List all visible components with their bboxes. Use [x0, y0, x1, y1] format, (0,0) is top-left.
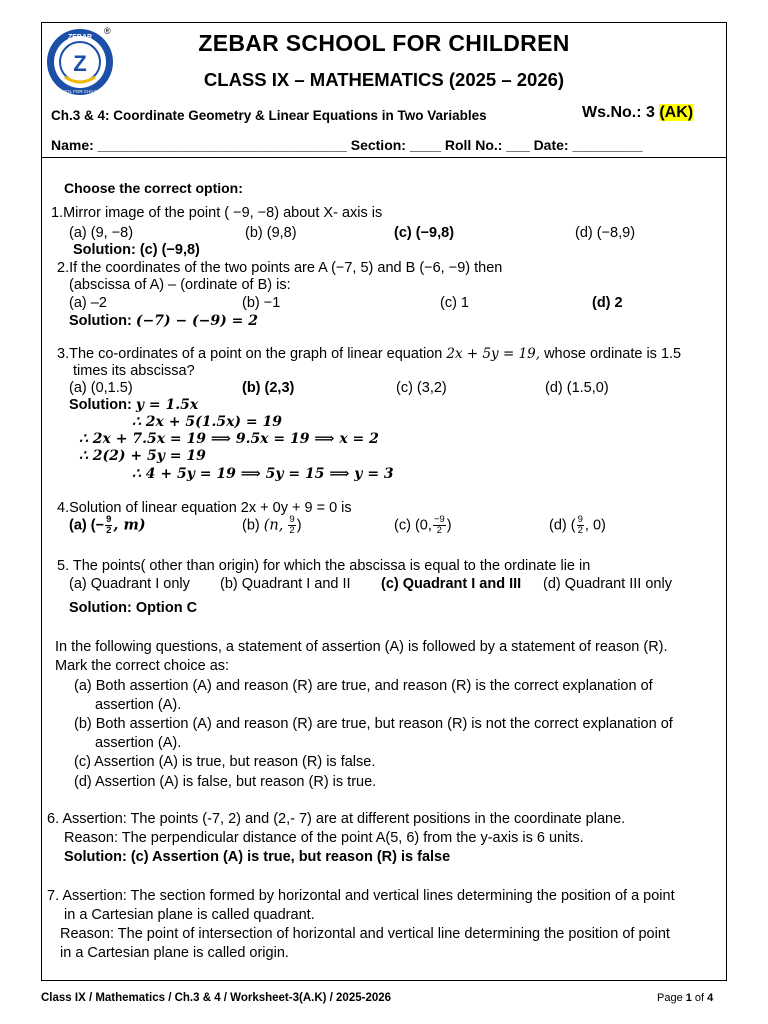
ar-option-a-line2: assertion (A).	[95, 697, 182, 713]
q3-equation: 2x + 5y = 19,	[446, 346, 541, 362]
q6-assertion: 6. Assertion: The points (-7, 2) and (2,- 7) are at different positions in the coordinate plane.	[47, 811, 626, 827]
q4-option-a: (a) (− $\frac{9}{2}$ , m)	[69, 514, 146, 536]
page-indicator: Page 1 of 4	[657, 992, 714, 1004]
q7-assertion-line2: in a Cartesian plane is called quadrant.	[64, 907, 315, 923]
q3-stem: 3.The co-ordinates of a point on the graph of linear equation 2x + 5y = 19, whose ordinate is 1.5	[57, 346, 682, 362]
q1-option-d: (d) (−8,9)	[575, 225, 636, 241]
q3-solution-line1: Solution: y = 1.5x	[69, 397, 199, 413]
q3-option-d: (d) (1.5,0)	[545, 380, 609, 396]
q1-option-b: (b) (9,8)	[245, 225, 297, 241]
svg-text:SCHOOL FOR CHILDREN: SCHOOL FOR CHILDREN	[53, 89, 107, 94]
q3-solution-line2: ∴ 2x + 5(1.5x) = 19	[132, 414, 283, 430]
q5-option-c: (c) Quadrant I and III	[381, 576, 522, 592]
q4-option-c: (c) (0, $\frac{-9}{2}$ )	[394, 514, 452, 536]
q5-solution: Solution: Option C	[69, 600, 198, 616]
worksheet-number	[582, 104, 693, 122]
ar-option-c: (c) Assertion (A) is true, but reason (R) is false.	[74, 754, 376, 770]
ar-intro-line1: In the following questions, a statement of assertion (A) is followed by a statement of reason (R).	[55, 639, 668, 655]
instruction: Choose the correct option:	[64, 180, 243, 196]
q2-solution-math: (−7) − (−9) = 2	[135, 313, 258, 329]
q3-solution-line5: ∴ 4 + 5y = 19 ⟹ 5y = 15 ⟹ y = 3	[132, 466, 394, 482]
q1-stem: 1.Mirror image of the point ( −9, −8) about X- axis is	[51, 205, 383, 221]
q3-solution-line3: ∴ 2x + 7.5x = 19 ⟹ 9.5x = 19 ⟹ x = 2	[79, 431, 379, 447]
q2-option-d: (d) 2	[592, 295, 623, 311]
svg-text:ZEBAR: ZEBAR	[67, 34, 93, 41]
ar-option-a-line1: (a) Both assertion (A) and reason (R) are true, and reason (R) is the correct explanation of	[74, 678, 653, 694]
q2-stem: 2.If the coordinates of the two points are A (−7, 5) and B (−6, −9) then	[57, 260, 503, 276]
q6-reason: Reason: The perpendicular distance of the point A(5, 6) from the y-axis is 6 units.	[64, 830, 584, 846]
q4-b-fraction: $\frac{9}{2}$	[289, 514, 295, 536]
school-name: ZEBAR SCHOOL FOR CHILDREN	[198, 30, 570, 56]
ws-label: Ws.No.: 3	[582, 104, 655, 121]
header-divider	[41, 157, 727, 158]
class-title: CLASS IX – MATHEMATICS (2025 – 2026)	[203, 69, 565, 90]
answer-key-tag: (AK)	[659, 104, 694, 121]
q2-stem-line2: (abscissa of A) – (ordinate of B) is:	[69, 277, 291, 293]
q5-option-a: (a) Quadrant I only	[69, 576, 190, 592]
q5-stem: 5. The points( other than origin) for which the abscissa is equal to the ordinate lie in	[57, 558, 591, 574]
svg-text:Z: Z	[73, 51, 87, 76]
q7-assertion-line1: 7. Assertion: The section formed by horizontal and vertical lines determining the position of a point	[47, 888, 675, 904]
ar-option-b-line2: assertion (A).	[95, 735, 182, 751]
q3-stem-line2: times its abscissa?	[73, 363, 195, 379]
q7-reason-line2: in a Cartesian plane is called origin.	[60, 945, 289, 961]
q1-option-c: (c) (−9,8)	[394, 225, 455, 241]
footer-text: Class IX / Mathematics / Ch.3 & 4 / Worksheet-3(A.K) / 2025-2026	[41, 992, 392, 1004]
q4-stem: 4.Solution of linear equation 2x + 0y + 9 = 0 is	[57, 500, 352, 516]
q7-reason-line1: Reason: The point of intersection of horizontal and vertical line determining the position of point	[60, 926, 670, 942]
q1-solution: Solution: (c) (−9,8)	[73, 242, 200, 258]
q5-option-b: (b) Quadrant I and II	[220, 576, 351, 592]
q2-solution	[69, 313, 258, 329]
q2-solution-label: Solution:	[69, 313, 132, 329]
q3-option-c: (c) (3,2)	[396, 380, 447, 396]
q5-option-d: (d) Quadrant III only	[543, 576, 672, 592]
q4-c-fraction: $\frac{-9}{2}$	[433, 514, 445, 536]
ar-intro-line2: Mark the correct choice as:	[55, 658, 230, 674]
q3-solution-line4: ∴ 2(2) + 5y = 19	[79, 448, 206, 464]
q2-option-b: (b) −1	[242, 295, 281, 311]
registered-mark: ®	[104, 26, 111, 36]
q4-d-fraction: $\frac{9}{2}$	[577, 514, 583, 536]
q2-option-c: (c) 1	[440, 295, 469, 311]
q6-solution: Solution: (c) Assertion (A) is true, but reason (R) is false	[64, 849, 451, 865]
q4-option-b: (b) (n, $\frac{9}{2}$ )	[242, 514, 302, 536]
q1-option-a: (a) (9, −8)	[69, 225, 134, 241]
q4-option-d: (d) ( $\frac{9}{2}$ , 0)	[549, 514, 606, 536]
q2-option-a: (a) –2	[69, 295, 107, 311]
ar-option-b-line1: (b) Both assertion (A) and reason (R) are true, but reason (R) is not the correct explanation of	[74, 716, 673, 732]
q3-option-b: (b) (2,3)	[242, 380, 295, 396]
q3-option-a: (a) (0,1.5)	[69, 380, 133, 396]
chapter-title: Ch.3 & 4: Coordinate Geometry & Linear Equations in Two Variables	[51, 108, 487, 123]
ar-option-d: (d) Assertion (A) is false, but reason (R) is true.	[74, 774, 377, 790]
q4-a-fraction: $\frac{9}{2}$	[106, 514, 112, 536]
student-info-line: Name: ________________________________ Section: ____ Roll No.: ___ Date: _________	[51, 137, 643, 153]
